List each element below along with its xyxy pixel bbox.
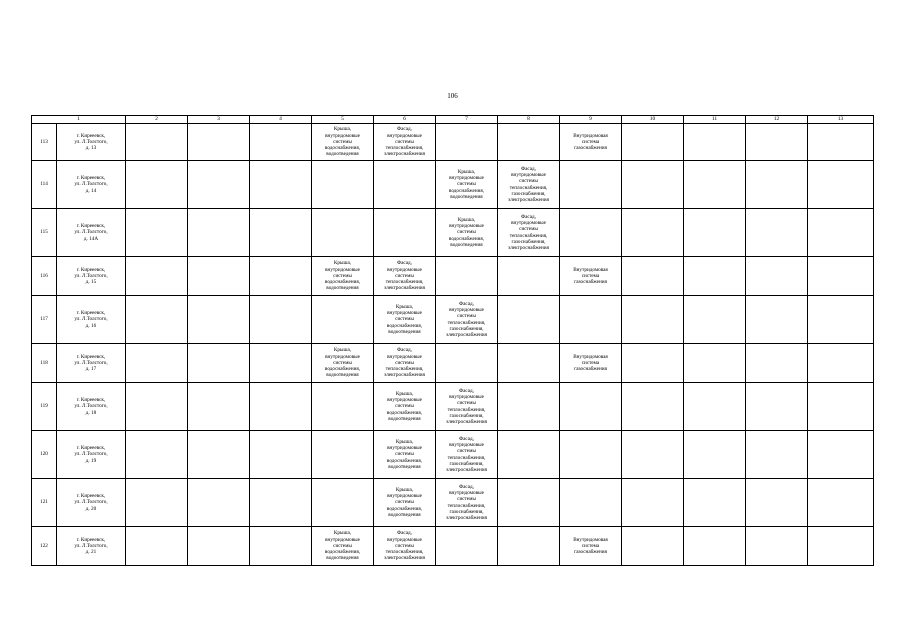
column-header: 6 [374,116,436,124]
work-text: Крыша, внутридомовые системы водоснабжения, водоотведения [324,126,361,158]
work-text: Крыша, внутридомовые системы водоснабжения, водоотведения [324,260,361,292]
address-text: г. Кирееевск, ул. Л.Толстого, д. 21 [74,536,108,556]
empty-cell [126,383,188,431]
table-row [32,383,874,431]
address-text: г. Кирееевск, ул. Л.Толстого, д. 14 [74,175,108,194]
row-number-cell [32,527,57,566]
table-row [32,431,874,479]
table-row [32,257,874,296]
column-header: 3 [188,116,250,124]
work-text: Внутридомовая система газоснабжения [573,266,608,286]
row-number-cell [32,479,57,527]
address-cell [57,431,126,479]
work-cell-c8 [498,161,560,209]
work-cell-c6 [374,383,436,431]
work-cell-c9 [560,296,622,344]
work-text: Крыша, внутридомовые системы водоснабжения, водоотведения [448,168,485,200]
empty-cell [250,209,312,257]
work-cell-c9 [560,383,622,431]
work-cell-c6 [374,257,436,296]
empty-cell [622,383,684,431]
work-cell-c6 [374,209,436,257]
row-number: 116 [40,272,48,279]
empty-cell [126,431,188,479]
column-header: 7 [436,116,498,124]
row-number: 113 [40,138,48,145]
column-header: 10 [622,116,684,124]
work-cell-c7 [436,209,498,257]
work-cell-c5 [312,161,374,209]
column-header: 5 [312,116,374,124]
work-text: Внутридомовая система газоснабжения [573,132,608,152]
work-cell-c9 [560,124,622,161]
address-text: г. Кирееевск, ул. Л.Толстого, д. 20 [74,493,108,512]
column-header: 11 [684,116,746,124]
work-text: Фасад, внутридомовые системы теплоснабжения, газоснабжения, электроснабжения [508,165,549,203]
empty-cell [250,161,312,209]
empty-cell [684,383,746,431]
empty-cell [188,161,250,209]
address-text: г. Кирееевск, ул. Л.Толстого, д. 19 [74,445,108,464]
row-number: 121 [40,499,48,506]
address-cell [57,124,126,161]
empty-cell [746,161,808,209]
empty-cell [622,479,684,527]
empty-cell [746,296,808,344]
work-cell-c6 [374,344,436,383]
address-cell [57,161,126,209]
row-number-cell [32,383,57,431]
work-cell-c7 [436,296,498,344]
empty-cell [126,527,188,566]
column-header: 8 [498,116,560,124]
work-text: Крыша, внутридомовые системы водоснабжения, водоотведения [324,530,361,562]
table-row [32,527,874,566]
column-header: 12 [746,116,808,124]
work-cell-c7 [436,383,498,431]
work-cell-c5 [312,209,374,257]
row-number-cell [32,257,57,296]
work-cell-c8 [498,431,560,479]
empty-cell [746,344,808,383]
empty-cell [188,124,250,161]
empty-cell [188,344,250,383]
empty-cell [622,124,684,161]
empty-cell [808,257,874,296]
work-cell-c5 [312,257,374,296]
row-number-cell [32,209,57,257]
row-number-cell [32,344,57,383]
empty-cell [622,161,684,209]
empty-cell [808,161,874,209]
column-number-row [32,116,874,124]
empty-cell [684,257,746,296]
work-cell-c8 [498,209,560,257]
empty-cell [250,344,312,383]
work-cell-c6 [374,431,436,479]
work-text: Фасад, внутридомовые системы теплоснабжения, газоснабжения, электроснабжения [446,435,487,473]
work-cell-c8 [498,257,560,296]
empty-cell [684,527,746,566]
work-cell-c5 [312,383,374,431]
table-body [32,124,874,566]
address-text: г. Кирееевск, ул. Л.Толстого, д. 18 [74,397,108,416]
work-text: Крыша, внутридомовые системы водоснабжения, водоотведения [386,486,423,518]
empty-cell [188,209,250,257]
address-cell [57,383,126,431]
work-text: Крыша, внутридомовые системы водоснабжения, водоотведения [448,216,485,248]
work-text: Внутридомовая система газоснабжения [573,353,608,373]
address-cell [57,527,126,566]
empty-cell [188,296,250,344]
empty-cell [622,296,684,344]
empty-cell [808,344,874,383]
work-cell-c7 [436,527,498,566]
work-cell-c5 [312,344,374,383]
column-header: 4 [250,116,312,124]
empty-cell [250,479,312,527]
address-cell [57,209,126,257]
work-cell-c7 [436,257,498,296]
work-cell-c9 [560,209,622,257]
work-text: Фасад, внутридомовые системы теплоснабжения, газоснабжения, электроснабжения [446,483,487,521]
empty-cell [188,257,250,296]
row-number: 118 [40,359,48,366]
empty-cell [808,431,874,479]
row-number: 114 [40,181,48,188]
work-cell-c6 [374,161,436,209]
work-cell-c8 [498,527,560,566]
row-number: 120 [40,451,48,458]
table-row [32,344,874,383]
work-text: Крыша, внутридомовые системы водоснабжения, водоотведения [386,438,423,470]
row-number: 119 [40,403,48,410]
work-text: Фасад, внутридомовые системы теплоснабжения, электроснабжения [384,126,425,158]
work-cell-c7 [436,344,498,383]
work-cell-c5 [312,479,374,527]
empty-cell [684,479,746,527]
address-cell [57,479,126,527]
work-cell-c9 [560,257,622,296]
empty-cell [808,124,874,161]
row-number: 115 [40,229,48,236]
work-cell-c9 [560,479,622,527]
column-header: 13 [808,116,874,124]
empty-cell [622,344,684,383]
empty-cell [188,479,250,527]
empty-cell [188,527,250,566]
work-text: Крыша, внутридомовые системы водоснабжения, водоотведения [386,390,423,422]
empty-cell [188,431,250,479]
row-number: 117 [40,316,48,323]
work-cell-c5 [312,124,374,161]
address-cell [57,257,126,296]
address-text: г. Кирееевск, ул. Л.Толстого, д. 16 [74,310,108,329]
address-cell [57,296,126,344]
work-cell-c8 [498,124,560,161]
work-cell-c7 [436,431,498,479]
empty-cell [622,257,684,296]
empty-cell [684,124,746,161]
work-cell-c9 [560,161,622,209]
column-header: 1 [32,116,126,124]
empty-cell [684,209,746,257]
empty-cell [808,527,874,566]
empty-cell [250,257,312,296]
column-header: 2 [126,116,188,124]
empty-cell [622,209,684,257]
work-cell-c8 [498,344,560,383]
address-text: г. Кирееевск, ул. Л.Толстого, д. 15 [74,266,108,286]
empty-cell [250,431,312,479]
empty-cell [126,257,188,296]
empty-cell [188,383,250,431]
empty-cell [622,431,684,479]
work-cell-c5 [312,431,374,479]
table-row [32,124,874,161]
empty-cell [126,209,188,257]
work-cell-c6 [374,479,436,527]
work-cell-c9 [560,431,622,479]
empty-cell [684,344,746,383]
empty-cell [746,124,808,161]
column-header: 9 [560,116,622,124]
empty-cell [250,296,312,344]
work-text: Фасад, внутридомовые системы теплоснабжения, электроснабжения [384,530,425,562]
work-text: Фасад, внутридомовые системы теплоснабжения, электроснабжения [384,347,425,379]
work-schedule-table [31,115,874,566]
empty-cell [684,296,746,344]
work-text: Крыша, внутридомовые системы водоснабжения, водоотведения [386,303,423,335]
empty-cell [808,296,874,344]
address-text: г. Кирееевск, ул. Л.Толстого, д. 13 [74,132,108,152]
empty-cell [684,431,746,479]
work-text: Внутридомовая система газоснабжения [573,536,608,556]
work-cell-c8 [498,296,560,344]
work-cell-c9 [560,527,622,566]
work-cell-c6 [374,124,436,161]
table-row [32,209,874,257]
empty-cell [684,161,746,209]
work-text: Фасад, внутридомовые системы теплоснабжения, газоснабжения, электроснабжения [446,300,487,338]
empty-cell [126,344,188,383]
row-number-cell [32,161,57,209]
work-cell-c8 [498,383,560,431]
empty-cell [250,124,312,161]
row-number-cell [32,124,57,161]
empty-cell [126,296,188,344]
empty-cell [808,209,874,257]
work-cell-c7 [436,161,498,209]
table-row [32,479,874,527]
empty-cell [746,479,808,527]
table-row [32,296,874,344]
work-text: Фасад, внутридомовые системы теплоснабжения, газоснабжения, электроснабжения [446,387,487,425]
work-cell-c7 [436,124,498,161]
page-number: 106 [447,92,458,100]
address-text: г. Кирееевск, ул. Л.Толстого, д. 17 [74,353,108,373]
empty-cell [250,527,312,566]
work-cell-c6 [374,527,436,566]
empty-cell [746,527,808,566]
table-row [32,161,874,209]
work-text: Фасад, внутридомовые системы теплоснабжения, газоснабжения, электроснабжения [508,213,549,251]
row-number-cell [32,431,57,479]
address-text: г. Кирееевск, ул. Л.Толстого, д. 14А [74,223,108,242]
address-cell [57,344,126,383]
empty-cell [746,257,808,296]
work-cell-c6 [374,296,436,344]
empty-cell [126,161,188,209]
empty-cell [808,479,874,527]
work-cell-c9 [560,344,622,383]
empty-cell [746,209,808,257]
empty-cell [126,124,188,161]
work-cell-c8 [498,479,560,527]
work-cell-c5 [312,527,374,566]
row-number-cell [32,296,57,344]
work-text: Фасад, внутридомовые системы теплоснабжения, электроснабжения [384,260,425,292]
empty-cell [250,383,312,431]
work-cell-c7 [436,479,498,527]
empty-cell [126,479,188,527]
empty-cell [808,383,874,431]
empty-cell [746,383,808,431]
work-text: Крыша, внутридомовые системы водоснабжения, водоотведения [324,347,361,379]
empty-cell [746,431,808,479]
work-cell-c5 [312,296,374,344]
empty-cell [622,527,684,566]
row-number: 122 [40,542,48,549]
